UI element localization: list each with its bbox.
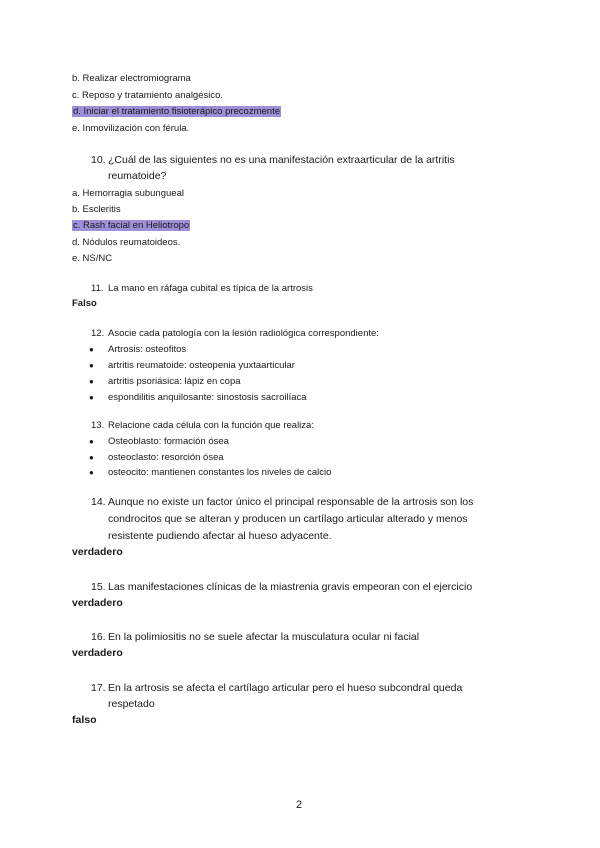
bullet-icon: ● — [89, 437, 94, 446]
q9-option-e: e. Inmovilización con férula. — [72, 123, 190, 134]
q14-line1: Aunque no existe un factor único el principal responsable de la artrosis son los — [108, 496, 474, 508]
q10-text-line2: reumatoide? — [108, 170, 167, 182]
q15-text: Las manifestaciones clínicas de la miastrenia gravis empeoran con el ejercicio — [108, 581, 473, 593]
q12-text: Asocie cada patología con la lesión radiológica correspondiente: — [108, 328, 379, 339]
q13-item-3: osteocito: mantienen constantes los niveles de calcio — [108, 467, 332, 478]
q17-line2: respetado — [108, 698, 155, 710]
q10-option-c-wrapper — [72, 220, 190, 231]
q11-answer: Falso — [72, 298, 97, 309]
q9-option-d-highlighted: d. Iniciar el tratamiento fisioterápico precozmente — [73, 106, 280, 117]
bullet-icon: ● — [89, 361, 94, 370]
q15-number: 15. — [91, 581, 106, 593]
bullet-icon: ● — [89, 468, 94, 477]
q12-item-3: artritis psoriásica: lápiz en copa — [108, 376, 241, 387]
q12-item-2: artritis reumatoide: osteopenia yuxtaarticular — [108, 360, 295, 371]
q14-number: 14. — [91, 496, 106, 508]
q16-number: 16. — [91, 631, 106, 643]
q13-number: 13. — [91, 420, 105, 431]
q10-option-c-highlighted: c. Rash facial en Heliotropo — [73, 220, 190, 231]
q12-number: 12. — [91, 328, 105, 339]
q9-option-c: c. Reposo y tratamiento analgésico. — [72, 90, 224, 101]
q12-item-1: Artrosis: osteofitos — [108, 344, 187, 355]
q14-answer: verdadero — [72, 546, 123, 558]
q14-line2: condrocitos que se alteran y producen un cartílago articular alterado y menos — [108, 513, 468, 525]
q10-option-a: a. Hemorragia subungueal — [72, 188, 184, 199]
q13-item-2: osteoclasto: resorción ósea — [108, 452, 224, 463]
q15-answer: verdadero — [72, 597, 123, 609]
page-number: 2 — [296, 799, 303, 811]
q9-option-b: b. Realizar electromiograma — [72, 73, 191, 84]
q10-number: 10. — [91, 154, 106, 166]
q17-number: 17. — [91, 682, 106, 694]
bullet-icon: ● — [89, 377, 94, 386]
q16-answer: verdadero — [72, 647, 123, 659]
q16-text: En la polimiositis no se suele afectar la musculatura ocular ni facial — [108, 631, 420, 643]
q13-text: Relacione cada célula con la función que realiza: — [108, 420, 314, 431]
q12-item-4: espondilitis anquilosante: sinostosis sacroilíaca — [108, 392, 307, 403]
q11-text: La mano en ráfaga cubital es típica de la artrosis — [108, 283, 313, 294]
q14-line3: resistente pudiendo afectar al hueso adyacente. — [108, 530, 332, 542]
q10-option-b: b. Escleritis — [72, 204, 121, 215]
bullet-icon: ● — [89, 345, 94, 354]
bullet-icon: ● — [89, 453, 94, 462]
q17-answer: falso — [72, 714, 97, 726]
q17-line1: En la artrosis se afecta el cartílago articular pero el hueso subcondral queda — [108, 682, 463, 694]
q9-option-d-wrapper — [72, 106, 281, 117]
q10-option-e: e. NS/NC — [72, 253, 113, 264]
q10-text-line1: ¿Cuál de las siguientes no es una manifestación extraarticular de la artritis — [108, 154, 455, 166]
q10-option-d: d. Nódulos reumatoideos. — [72, 237, 181, 248]
q13-item-1: Osteoblasto: formación ósea — [108, 436, 229, 447]
bullet-icon: ● — [89, 393, 94, 402]
q11-number: 11. — [91, 283, 104, 294]
